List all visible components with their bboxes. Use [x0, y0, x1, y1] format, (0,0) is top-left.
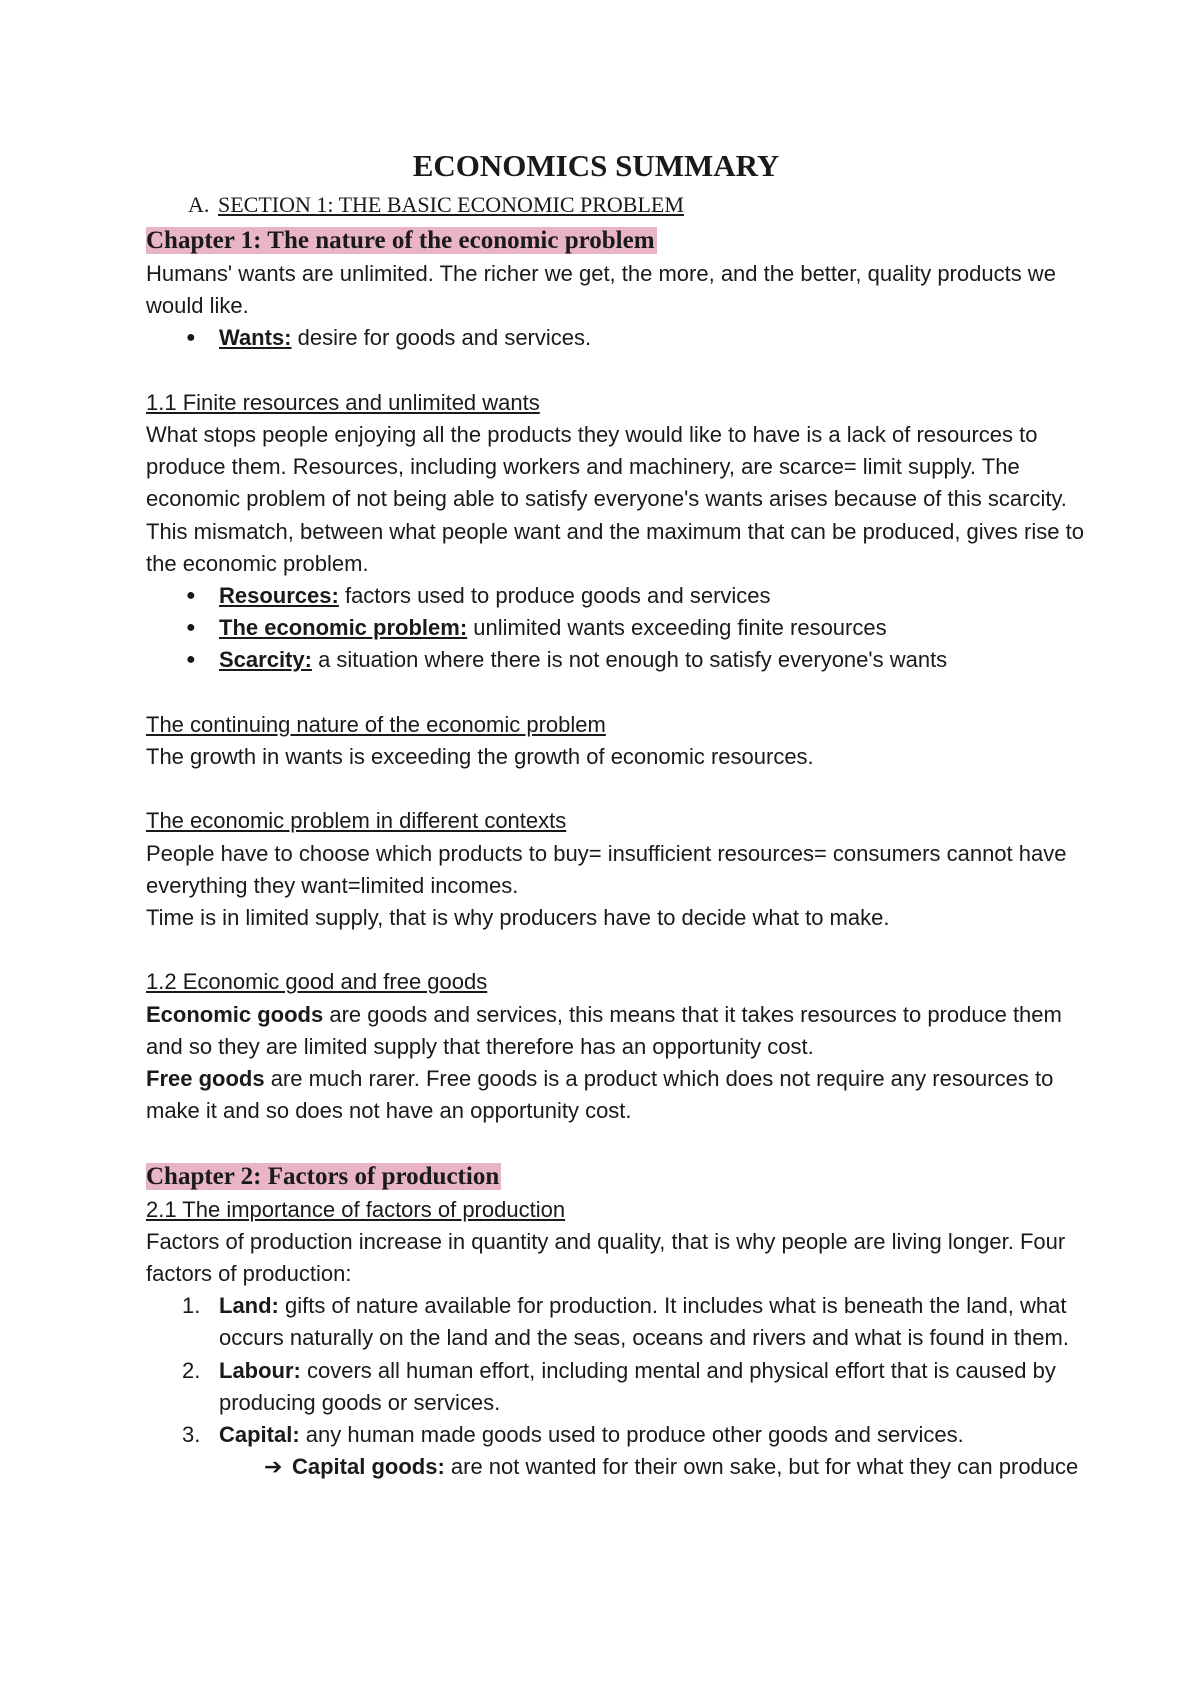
document-title: ECONOMICS SUMMARY [412, 148, 780, 183]
definitions-list [146, 580, 1100, 677]
list-item: ● The economic problem: unlimited wants exceeding finite resources [146, 612, 1100, 644]
list-item: ● Wants: desire for goods and services. [146, 322, 1100, 354]
subsection-1-1-paragraph: What stops people enjoying all the products they would like to have is a lack of resources to produce them. Resources, including workers and machinery, are scarce= limit supply. The economic problem of not being able to satisfy everyone's wants arises because of this scarcity. This mismatch, between what people want and the maximum that can be produced, gives rise to the economic problem. [146, 422, 1084, 576]
subsection-1-2-heading: 1.2 Economic good and free goods [146, 969, 488, 995]
section-letter: A. [188, 192, 210, 217]
chapter-2-heading: Chapter 2: Factors of production [146, 1162, 500, 1190]
bullet-icon: ● [186, 587, 196, 605]
section-heading [188, 190, 1100, 222]
free-goods-paragraph: Free goods are much rarer. Free goods is a product which does not require any resources to make it and so does not have an opportunity cost. [146, 1066, 1054, 1124]
subsection-1-1-heading: 1.1 Finite resources and unlimited wants [146, 389, 540, 415]
economic-goods-paragraph: Economic goods are goods and services, this means that it takes resources to produce them and so they are limited supply that therefore has an opportunity cost. [146, 1001, 1062, 1059]
section-label: SECTION 1: THE BASIC ECONOMIC PROBLEM [218, 192, 684, 217]
chapter-1-heading: Chapter 1: The nature of the economic problem [146, 227, 655, 254]
chapter-1-intro: Humans' wants are unlimited. The richer we get, the more, and the better, quality products we would like. [146, 261, 1056, 319]
continuing-paragraph: The growth in wants is exceeding the growth of economic resources. [146, 744, 814, 770]
subsection-2-1-paragraph: Factors of production increase in quantity and quality, that is why people are living longer. Four factors of production: [146, 1228, 1066, 1287]
bullet-icon: ● [186, 329, 196, 347]
contexts-paragraph-2: Time is in limited supply, that is why producers have to decide what to make. [146, 905, 890, 931]
list-item: ● Scarcity: a situation where there is not enough to satisfy everyone's wants [146, 644, 1100, 676]
contexts-heading: The economic problem in different contexts [146, 808, 567, 834]
factors-list [146, 1290, 1100, 1451]
bullet-icon: ● [186, 651, 196, 669]
arrow-right-icon: ➔ [264, 1454, 283, 1480]
wants-list [146, 322, 1100, 354]
list-item: ● Resources: factors used to produce goods and services [146, 580, 1100, 612]
bullet-icon: ● [186, 619, 196, 637]
capital-goods-subitem: ➔ Capital goods: are not wanted for their own sake, but for what they can produce [146, 1451, 1100, 1483]
list-item: 3. Capital: any human made goods used to produce other goods and services. [182, 1422, 964, 1448]
list-item: 1. Land: gifts of nature available for production. It includes what is beneath the land, what occurs naturally on the land and the seas, oceans and rivers and what is found in them. [182, 1293, 1069, 1351]
subsection-2-1-heading: 2.1 The importance of factors of production [146, 1196, 566, 1222]
contexts-paragraph-1: People have to choose which products to buy= insufficient resources= consumers cannot have everything they want=limited incomes. [146, 840, 1067, 898]
list-item: 2. Labour: covers all human effort, including mental and physical effort that is caused by producing goods or services. [182, 1357, 1056, 1415]
continuing-heading: The continuing nature of the economic problem [146, 711, 606, 737]
